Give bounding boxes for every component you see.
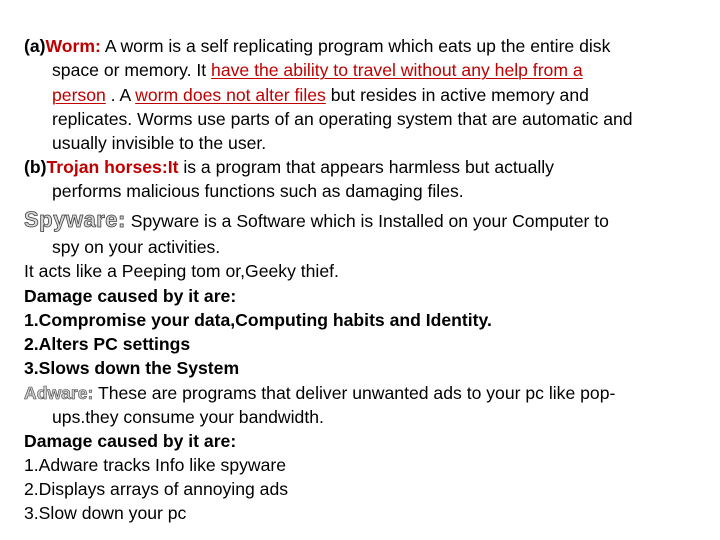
spyware-text-1: Spyware is a Software which is Installed on your Computer to <box>125 211 609 231</box>
worm-line-2 <box>52 58 583 82</box>
spyware-damage-heading: Damage caused by it are: <box>24 286 237 306</box>
trojan-text-2: performs malicious functions such as damaging files. <box>52 181 464 201</box>
adware-heading: Adware: <box>24 383 94 403</box>
worm-term: Worm: <box>45 36 101 56</box>
adware-text-2: ups.they consume your bandwidth. <box>52 407 324 427</box>
adware-item-1: 1.Adware tracks Info like spyware <box>24 455 287 475</box>
adware-line-1 <box>24 381 615 405</box>
spyware-item-1: 1.Compromise your data,Computing habits and Identity. <box>24 310 492 330</box>
worm-text-5: usually invisible to the user. <box>52 133 267 153</box>
worm-line-1 <box>24 34 610 58</box>
adware-text-1: These are programs that deliver unwanted ads to your pc like pop- <box>93 383 616 403</box>
adware-damage-heading: Damage caused by it are: <box>24 431 237 451</box>
adware-item-3: 3.Slow down your pc <box>24 503 187 523</box>
adware-line-2 <box>52 405 324 429</box>
trojan-marker: (b) <box>24 157 47 177</box>
worm-link-files[interactable]: worm does not alter files <box>135 85 326 105</box>
spyware-line-2 <box>52 235 220 259</box>
worm-text-3a: . A <box>105 85 136 105</box>
worm-line-5 <box>52 131 266 155</box>
spyware-item-2: 2.Alters PC settings <box>24 334 191 354</box>
worm-text-4: replicates. Worms use parts of an operating system that are automatic and <box>52 109 633 129</box>
spyware-heading: Spyware: <box>24 207 126 232</box>
worm-text-2: space or memory. It <box>52 60 212 80</box>
worm-link-person[interactable]: person <box>52 85 106 105</box>
worm-text-3b: but resides in active memory and <box>325 85 589 105</box>
trojan-term: Trojan horses:It <box>46 157 179 177</box>
spyware-line-3 <box>24 259 339 283</box>
worm-line-4 <box>52 107 633 131</box>
spyware-text-3: It acts like a Peeping tom or,Geeky thief. <box>24 261 339 281</box>
trojan-line-2 <box>52 179 464 203</box>
trojan-text-1: is a program that appears harmless but actually <box>178 157 554 177</box>
worm-line-3 <box>52 83 589 107</box>
worm-marker: (a) <box>24 36 46 56</box>
worm-text-1: A worm is a self replicating program which eats up the entire disk <box>100 36 611 56</box>
spyware-line-1 <box>24 206 609 234</box>
spyware-text-2: spy on your activities. <box>52 237 221 257</box>
worm-link-travel[interactable]: have the ability to travel without any help from a <box>211 60 583 80</box>
trojan-line-1 <box>24 155 554 179</box>
spyware-item-3: 3.Slows down the System <box>24 358 240 378</box>
adware-item-2: 2.Displays arrays of annoying ads <box>24 479 289 499</box>
